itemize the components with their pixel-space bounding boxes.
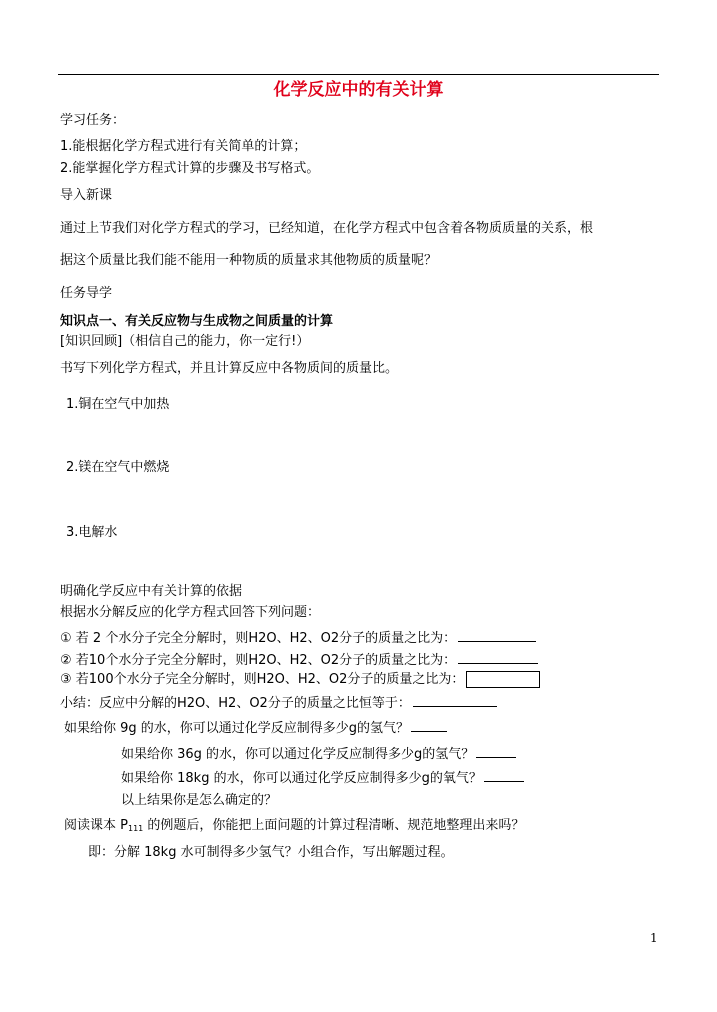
guide-heading: 任务导学 bbox=[60, 286, 113, 301]
application-1 bbox=[64, 718, 447, 735]
exercise-1: 1.铜在空气中加热 bbox=[66, 397, 170, 412]
application-3 bbox=[121, 768, 524, 785]
task-item-2: 2.能掌握化学方程式计算的步骤及书写格式。 bbox=[60, 161, 320, 176]
application-3-text: 如果给你 18kg 的水，你可以通过化学反应制得多少g的氧气？ bbox=[121, 771, 482, 786]
summary-blank[interactable] bbox=[413, 693, 497, 707]
question-2 bbox=[60, 650, 538, 667]
application-blank-1[interactable] bbox=[411, 718, 447, 732]
question-2-text: ② 若10个水分子完全分解时，则H2O、H2、O2分子的质量之比为： bbox=[60, 653, 457, 668]
question-3 bbox=[60, 671, 540, 688]
intro-line-2: 据这个质量比我们能不能用一种物质的质量求其他物质的质量呢？ bbox=[60, 253, 438, 268]
kp1-instruction: 书写下列化学方程式，并且计算反应中各物质间的质量比。 bbox=[60, 361, 399, 376]
kp1-review: [知识回顾]（相信自己的能力，你一定行!） bbox=[60, 334, 310, 349]
exercise-2: 2.镁在空气中燃烧 bbox=[66, 460, 170, 475]
summary-text: 小结：反应中分解的H2O、H2、O2分子的质量之比恒等于： bbox=[60, 696, 411, 711]
question-1-text: ① 若 2 个水分子完全分解时，则H2O、H2、O2分子的质量之比为： bbox=[60, 631, 457, 646]
basis-heading: 明确化学反应中有关计算的依据 bbox=[60, 584, 243, 599]
answer-box-3[interactable] bbox=[466, 671, 540, 688]
application-blank-3[interactable] bbox=[484, 768, 524, 782]
question-1 bbox=[60, 628, 536, 645]
basis-prompt: 根据水分解反应的化学方程式回答下列问题： bbox=[60, 605, 321, 620]
application-4: 以上结果你是怎么确定的？ bbox=[121, 793, 278, 808]
intro-line-1: 通过上节我们对化学方程式的学习，已经知道，在化学方程式中包含着各物质质量的关系，根 bbox=[60, 221, 594, 236]
tasks-heading: 学习任务： bbox=[60, 113, 126, 128]
reading-page-sub: 111 bbox=[127, 824, 144, 833]
task-item-1: 1.能根据化学方程式进行有关简单的计算； bbox=[60, 139, 307, 154]
reading-pre: 阅读课本 P bbox=[64, 818, 128, 833]
summary-line bbox=[60, 693, 497, 710]
reading-task bbox=[64, 819, 524, 833]
answer-blank-1[interactable] bbox=[458, 628, 536, 642]
application-blank-2[interactable] bbox=[476, 744, 516, 758]
page-title: 化学反应中的有关计算 bbox=[273, 80, 444, 100]
page-number: 1 bbox=[650, 931, 658, 945]
question-3-text: ③ 若100个水分子完全分解时，则H2O、H2、O2分子的质量之比为： bbox=[60, 672, 465, 687]
answer-blank-2[interactable] bbox=[458, 650, 538, 664]
kp1-heading: 知识点一、有关反应物与生成物之间质量的计算 bbox=[60, 314, 334, 329]
header-rule bbox=[58, 74, 659, 75]
application-1-text: 如果给你 9g 的水，你可以通过化学反应制得多少g的氢气？ bbox=[64, 721, 410, 736]
reading-post: 的例题后，你能把上面问题的计算过程清晰、规范地整理出来吗？ bbox=[143, 818, 525, 833]
group-task: 即：分解 18kg 水可制得多少氢气？小组合作，写出解题过程。 bbox=[88, 845, 454, 860]
application-2 bbox=[121, 744, 516, 761]
exercise-3: 3.电解水 bbox=[66, 525, 118, 540]
intro-heading: 导入新课 bbox=[60, 188, 113, 203]
application-2-text: 如果给你 36g 的水，你可以通过化学反应制得多少g的氢气？ bbox=[121, 747, 475, 762]
